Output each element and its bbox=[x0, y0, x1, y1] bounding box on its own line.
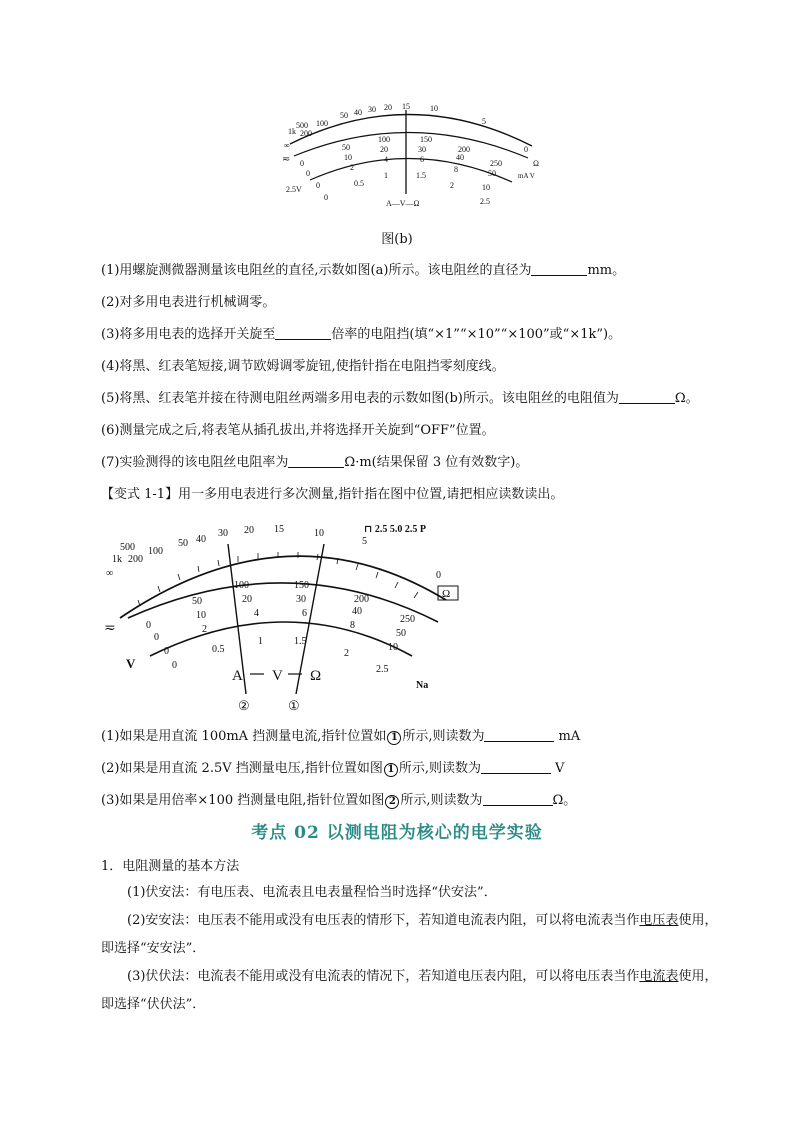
unit-tilde: ≂ bbox=[104, 621, 116, 636]
scale-arc-mid bbox=[128, 583, 438, 622]
tick-label: 30 bbox=[218, 528, 228, 539]
mid-tick-labels bbox=[146, 580, 415, 643]
question-text: (5)将黑、红表笔并接在待测电阻丝两端多用电表的示数如图(b)所示。该电阻丝的电阻值为 bbox=[101, 391, 619, 406]
tick-label: 2 bbox=[450, 181, 454, 190]
tick-label: 1k bbox=[112, 554, 122, 565]
figure-2-meter bbox=[98, 516, 470, 720]
tick-label: 1.5 bbox=[416, 171, 426, 180]
tick-label: 10 bbox=[314, 528, 324, 539]
tick-label: 100 bbox=[234, 580, 249, 591]
tick-label: 150 bbox=[420, 135, 432, 144]
tick-label: 250 bbox=[490, 159, 502, 168]
tick-label: 200 bbox=[300, 129, 312, 138]
dial-text: A—V—Ω bbox=[386, 199, 420, 208]
tick-label: 50 bbox=[396, 628, 406, 639]
question-text: (7)实验测得的该电阻丝电阻率为 bbox=[101, 455, 289, 470]
tick-label: 40 bbox=[354, 108, 362, 117]
tick-label: 40 bbox=[196, 534, 206, 545]
tick-label: 0 bbox=[154, 632, 159, 643]
method-text: 使用， bbox=[678, 969, 718, 984]
tick-label: 0 bbox=[316, 181, 320, 190]
section-title: 考点 02 以测电阻为核心的电学实验 bbox=[251, 823, 543, 843]
question-a-4 bbox=[101, 358, 724, 376]
tick-label: 2.5 bbox=[376, 664, 389, 675]
figure-2-svg bbox=[98, 516, 470, 720]
question-text: (3)如果是用倍率×100 挡测量电阻,指针位置如图 bbox=[101, 793, 385, 808]
question-b-3 bbox=[101, 792, 724, 810]
scale-arc-top bbox=[120, 556, 446, 618]
scale-arc-low bbox=[310, 158, 512, 182]
tick-label: 0 bbox=[300, 159, 304, 168]
tick-label: 1 bbox=[258, 636, 263, 647]
circled-marker: 2 bbox=[385, 795, 399, 809]
tick-label: 50 bbox=[192, 596, 202, 607]
tick-label: 2 bbox=[344, 648, 349, 659]
tick-label: 0 bbox=[146, 620, 151, 631]
tick-label: 0 bbox=[172, 660, 177, 671]
tick-label: 10 bbox=[482, 183, 490, 192]
tick-label: 50 bbox=[488, 169, 496, 178]
question-text: (2)如果是用直流 2.5V 挡测量电压,指针位置如图 bbox=[101, 761, 383, 776]
tick-label: 100 bbox=[378, 135, 390, 144]
tick-label: 0 bbox=[436, 570, 441, 581]
tick-label: 200 bbox=[128, 554, 143, 565]
question-a-5 bbox=[101, 390, 724, 408]
unit-omega: Ω bbox=[533, 159, 539, 168]
tick-label: 1 bbox=[384, 171, 388, 180]
question-text: (3)将多用电表的选择开关旋至 bbox=[101, 327, 276, 342]
pointer-1-label: ① bbox=[288, 698, 300, 713]
tick-label: 20 bbox=[244, 525, 254, 536]
tick-label: 20 bbox=[242, 594, 252, 605]
tick-label: 10 bbox=[388, 642, 398, 653]
tick-label: 5 bbox=[482, 117, 486, 126]
method-text: (2)安安法：电压表不能用或没有电压表的情形下，若知道电流表内阻，可以将电流表当作 bbox=[127, 913, 640, 928]
method-2-line-2: 即选择“安安法”． bbox=[101, 941, 206, 956]
tick-label: 20 bbox=[384, 103, 392, 112]
na-label: Na bbox=[416, 680, 429, 691]
tick-label: 20 bbox=[380, 145, 388, 154]
method-3-line-2: 即选择“伏伏法”． bbox=[101, 997, 206, 1012]
method-3-line-1 bbox=[101, 968, 724, 986]
question-b-1 bbox=[101, 728, 724, 746]
question-text: mm。 bbox=[587, 263, 626, 278]
question-text: 所示,则读数为 bbox=[400, 793, 483, 808]
method-1: (1)伏安法：有电压表、电流表且电表量程恰当时选择“伏安法”． bbox=[127, 885, 497, 900]
tick-label: 50 bbox=[340, 111, 348, 120]
tick-label: 4 bbox=[254, 608, 259, 619]
tick-label: 1.5 bbox=[294, 636, 307, 647]
question-b-2 bbox=[101, 760, 724, 778]
dial-a: A bbox=[232, 668, 243, 684]
answer-blank[interactable] bbox=[531, 262, 587, 276]
tick-label: 2 bbox=[202, 624, 207, 635]
question-a-1 bbox=[101, 262, 724, 280]
question-text: (1)如果是用直流 100mA 挡测量电流,指针位置如 bbox=[101, 729, 387, 744]
question-text: 所示,则读数为 bbox=[402, 729, 485, 744]
tick-label: 40 bbox=[352, 606, 362, 617]
tick-label: 0 bbox=[306, 169, 310, 178]
tick-label: 100 bbox=[148, 546, 163, 557]
tick-label: 10 bbox=[196, 610, 206, 621]
answer-blank[interactable] bbox=[619, 390, 675, 404]
scale-arc-low bbox=[150, 622, 412, 656]
tick-label: 40 bbox=[456, 153, 464, 162]
tick-label: 6 bbox=[302, 608, 307, 619]
tick-label: 10 bbox=[430, 104, 438, 113]
question-text: V bbox=[555, 761, 565, 776]
variant-title: 【变式 1-1】用一多用电表进行多次测量,指针指在图中位置,请把相应读数读出。 bbox=[101, 487, 564, 502]
dial-omega: Ω bbox=[310, 668, 322, 684]
figure-b-meter bbox=[270, 96, 550, 221]
tick-label: 50 bbox=[342, 143, 350, 152]
tick-label: 4 bbox=[384, 155, 388, 164]
unit-omega: Ω bbox=[442, 588, 451, 600]
method-text: (3)伏伏法：电流表不能用或没有电流表的情况下，若知道电压表内阻，可以将电压表当作 bbox=[127, 969, 640, 984]
question-text: Ω。 bbox=[552, 793, 577, 808]
question-text: (2)对多用电表进行机械调零。 bbox=[101, 295, 276, 310]
circled-marker: 1 bbox=[384, 763, 398, 777]
tick-label: 150 bbox=[294, 580, 309, 591]
method-text-underlined: 电压表 bbox=[639, 913, 679, 928]
tick-label: 1k bbox=[288, 127, 296, 136]
answer-blank[interactable] bbox=[481, 760, 551, 774]
method-text: 使用， bbox=[678, 913, 718, 928]
tick-label: 100 bbox=[316, 119, 328, 128]
question-text: Ω·m(结果保留 3 位有效数字)。 bbox=[344, 455, 529, 470]
question-text: (6)测量完成之后,将表笔从插孔拔出,并将选择开关旋到“OFF”位置。 bbox=[101, 423, 495, 438]
methods-heading: 1．电阻测量的基本方法 bbox=[101, 859, 240, 874]
tick-label: 15 bbox=[274, 524, 284, 535]
tick-label: 0 bbox=[324, 193, 328, 202]
answer-blank[interactable] bbox=[275, 326, 331, 340]
question-a-6 bbox=[101, 422, 724, 440]
tick-label: 250 bbox=[400, 614, 415, 625]
tick-label: 6 bbox=[420, 155, 424, 164]
tick-label: 2.5 bbox=[480, 197, 490, 206]
tick-label: 5 bbox=[362, 536, 367, 547]
question-text: mA bbox=[558, 729, 581, 744]
tick-label: 200 bbox=[458, 145, 470, 154]
tick-label: 10 bbox=[344, 153, 352, 162]
question-text: Ω。 bbox=[674, 391, 699, 406]
method-text-underlined: 电流表 bbox=[639, 969, 679, 984]
tick-label: 8 bbox=[454, 165, 458, 174]
question-a-7 bbox=[101, 454, 724, 472]
method-2-line-1 bbox=[101, 912, 724, 930]
tick-label: 30 bbox=[296, 594, 306, 605]
tick-label: 0 bbox=[524, 145, 528, 154]
figure-b-caption: 图(b) bbox=[381, 232, 413, 247]
unit-25v: 2.5V bbox=[286, 185, 302, 194]
unit-tilde: ≂ bbox=[282, 154, 291, 165]
tick-label: 200 bbox=[354, 594, 369, 605]
tick-label: 0.5 bbox=[212, 644, 225, 655]
question-a-3 bbox=[101, 326, 724, 344]
question-text: (1)用螺旋测微器测量该电阻丝的直径,示数如图(a)所示。该电阻丝的直径为 bbox=[101, 263, 532, 278]
tick-label: 8 bbox=[350, 620, 355, 631]
circled-marker: 1 bbox=[387, 731, 401, 745]
answer-blank[interactable] bbox=[288, 454, 344, 468]
corner-symbols: ⊓ 2.5 5.0 2.5 P bbox=[364, 524, 426, 535]
question-a-2 bbox=[101, 294, 724, 312]
unit-v: V bbox=[126, 656, 136, 671]
tick-label: 0.5 bbox=[354, 179, 364, 188]
tick-label: 500 bbox=[120, 542, 135, 553]
figure-b-svg bbox=[270, 96, 550, 221]
tick-label: 500 bbox=[296, 121, 308, 130]
tick-label: 30 bbox=[418, 145, 426, 154]
scale-arc-mid bbox=[294, 132, 528, 158]
question-text: (4)将黑、红表笔短接,调节欧姆调零旋钮,使指针指在电阻挡零刻度线。 bbox=[101, 359, 505, 374]
tick-label: 0 bbox=[164, 646, 169, 657]
tick-label: 15 bbox=[402, 102, 410, 111]
tick-label: 2 bbox=[350, 163, 354, 172]
pointer-2-label: ② bbox=[238, 698, 250, 713]
answer-blank[interactable] bbox=[484, 728, 554, 742]
tick-label: 30 bbox=[368, 105, 376, 114]
question-text: 所示,则读数为 bbox=[398, 761, 482, 776]
tick-label: ∞ bbox=[106, 568, 114, 579]
tick-label: 50 bbox=[178, 538, 188, 549]
dial-v: V bbox=[272, 668, 283, 684]
question-text: 倍率的电阻挡(填“×1”“×10”“×100”或“×1k”)。 bbox=[331, 327, 622, 342]
answer-blank[interactable] bbox=[483, 792, 553, 806]
tick-label: ∞ bbox=[284, 141, 290, 150]
unit-mav: mA V bbox=[518, 172, 535, 180]
